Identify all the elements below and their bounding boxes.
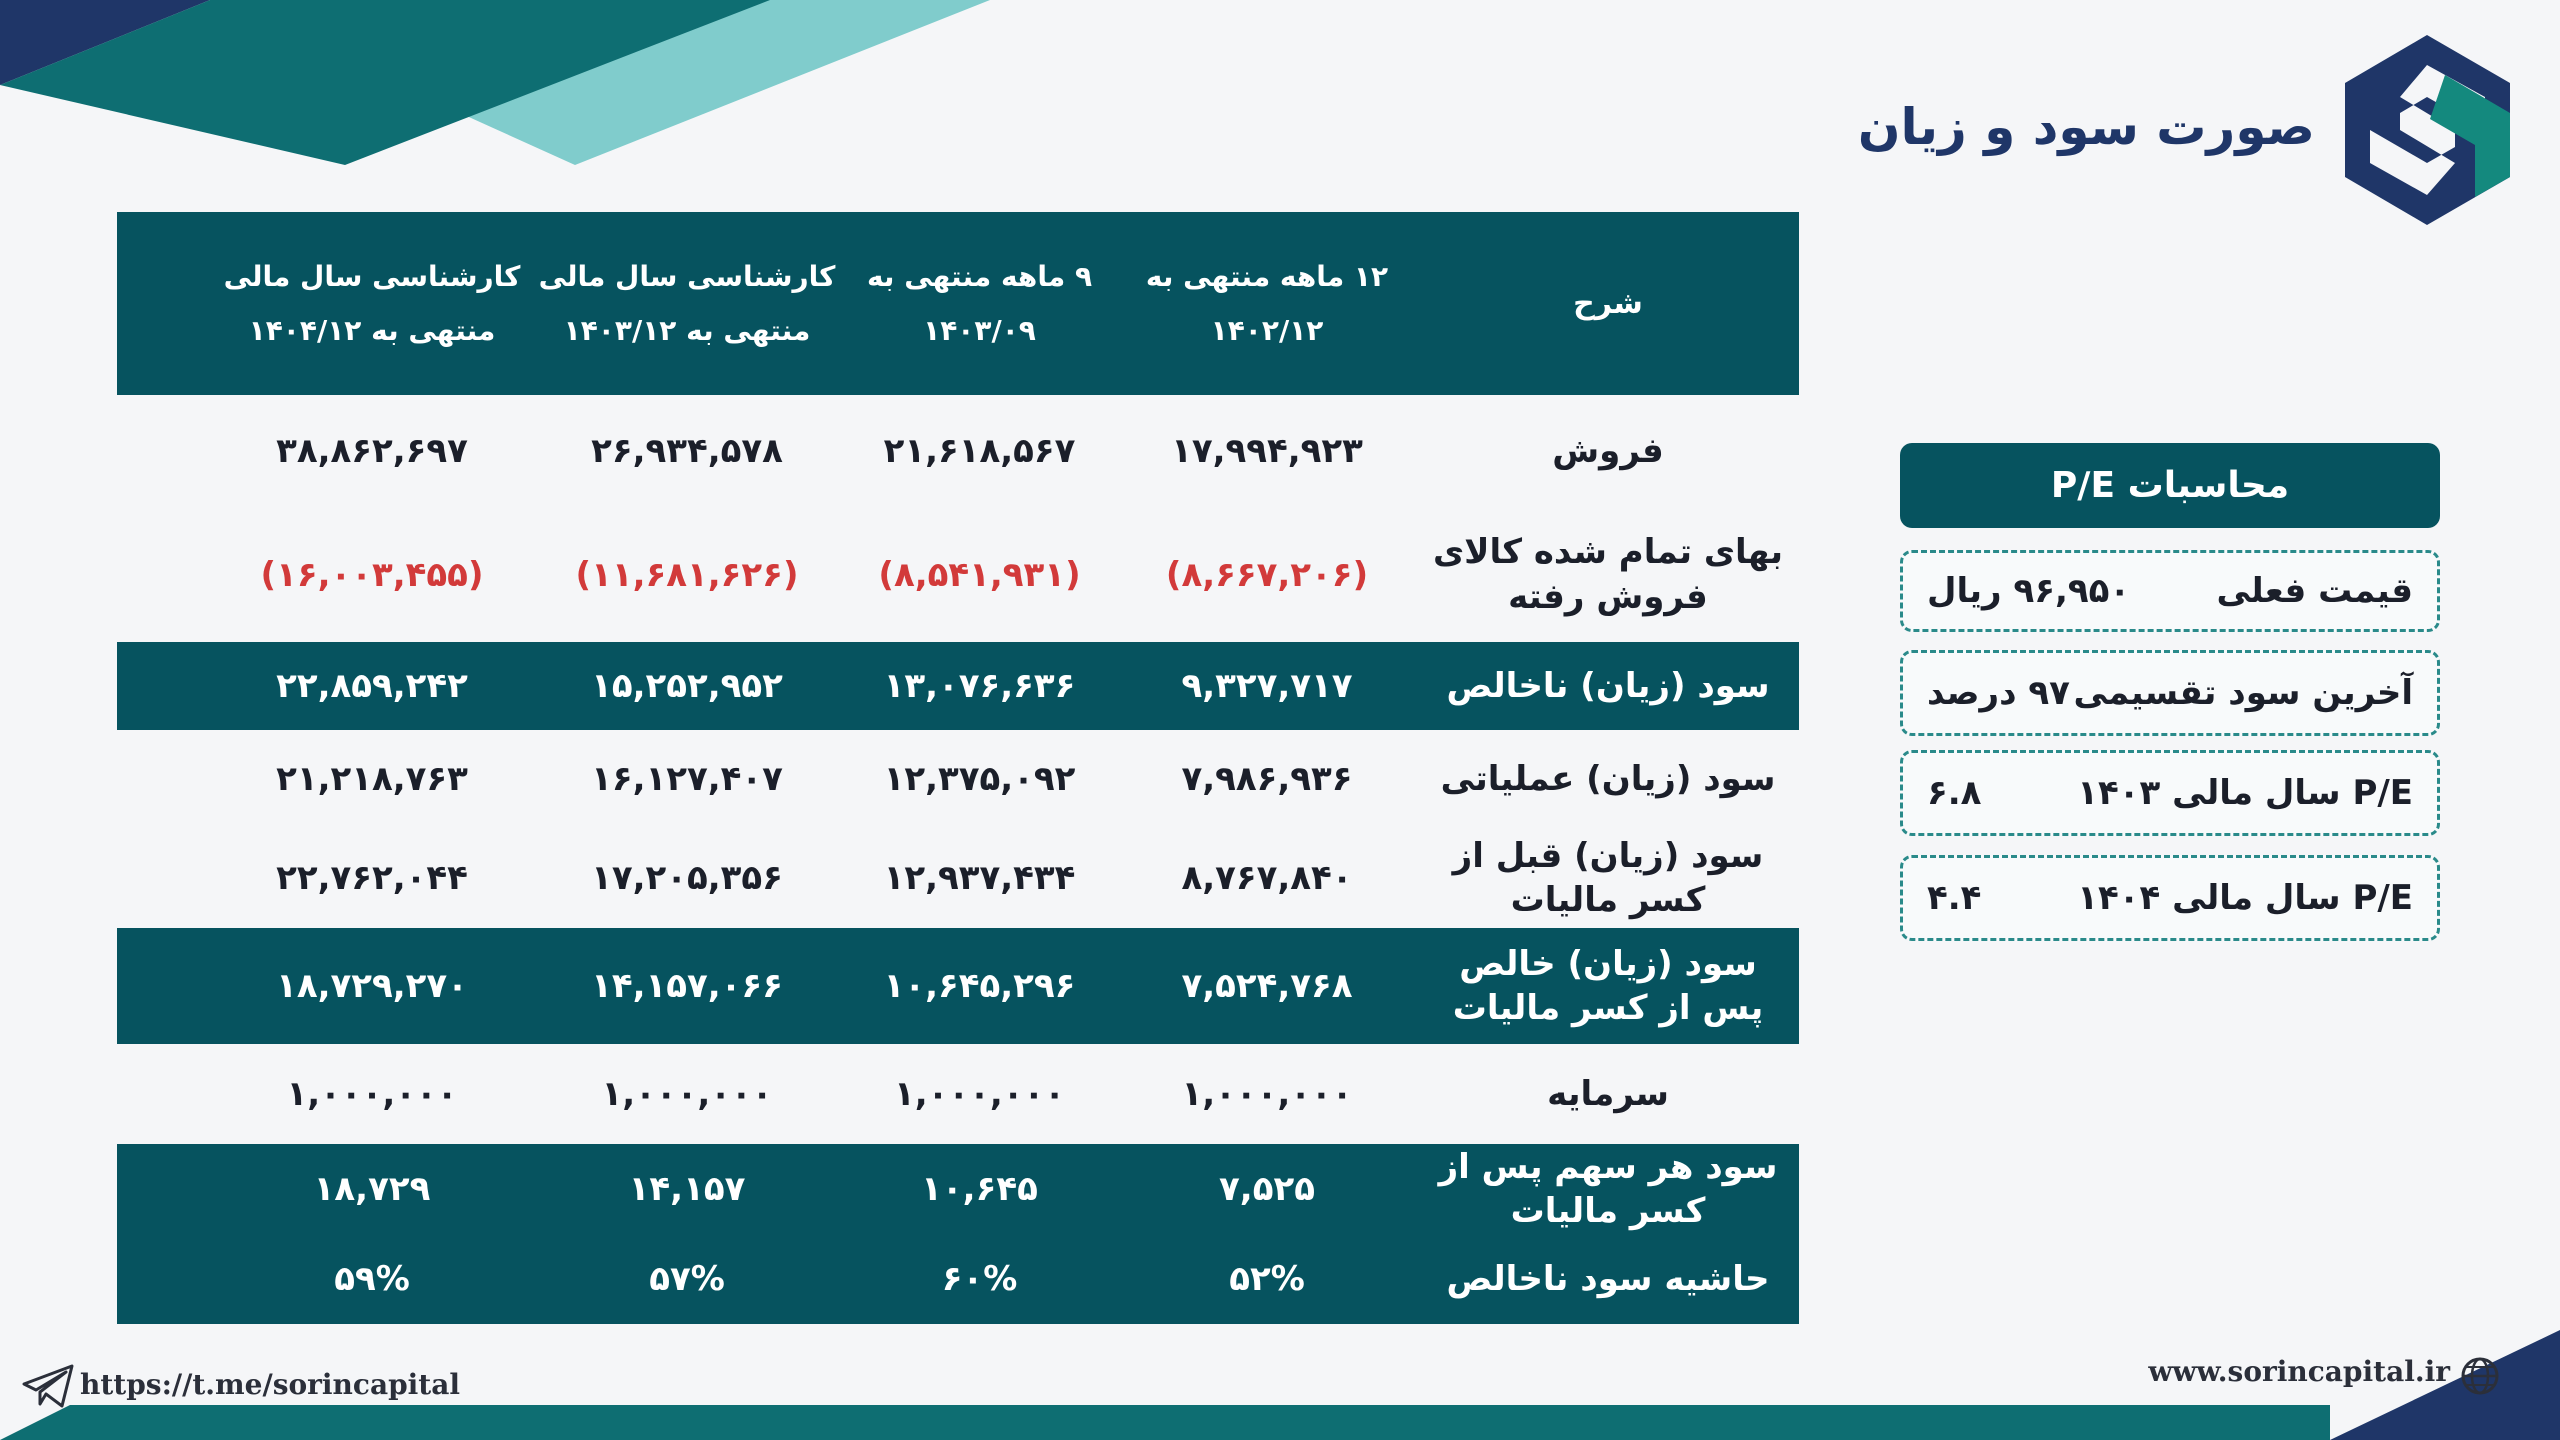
row-value: ۱۲,۳۷۵,۰۹۲ — [883, 759, 1076, 799]
row-value: ۶۰% — [941, 1259, 1018, 1299]
row-label: سود هر سهم پس از کسر مالیات — [1438, 1146, 1778, 1231]
table-header-row — [117, 212, 1799, 395]
table-row — [117, 507, 1799, 642]
header-desc: شرح — [1573, 286, 1643, 321]
row-value-negative: (۱۱,۶۸۱,۶۲۶) — [575, 554, 799, 595]
table-row — [117, 1144, 1799, 1234]
row-value: ۱۰,۶۴۵,۲۹۶ — [883, 966, 1076, 1006]
row-value: ۵۹% — [334, 1259, 410, 1299]
table-row — [117, 1234, 1799, 1324]
header-col-1: ۱۲ ماهه منتهی به ۱۴۰۲/۱۲ — [1145, 260, 1389, 347]
row-value: ۲۲,۸۵۹,۲۴۲ — [276, 666, 468, 706]
row-label: بهای تمام شده کالای فروش رفته — [1432, 532, 1784, 617]
row-value: ۱۰,۶۴۵ — [921, 1169, 1038, 1209]
table-row — [117, 1044, 1799, 1144]
row-label: سود (زیان) خالص پس از کسر مالیات — [1452, 943, 1764, 1028]
row-value: ۳۸,۸۶۲,۶۹۷ — [276, 431, 468, 471]
row-value-negative: (۸,۶۶۷,۲۰۶) — [1165, 554, 1369, 595]
header-col-3: کارشناسی سال مالی منتهی به ۱۴۰۳/۱۲ — [538, 260, 836, 347]
pe-item-label: قیمت فعلی — [2216, 571, 2413, 611]
income-statement-table — [117, 212, 1799, 1324]
row-value: ۸,۷۶۷,۸۴۰ — [1181, 858, 1353, 898]
row-value: ۵۷% — [649, 1259, 725, 1299]
row-value: ۱,۰۰۰,۰۰۰ — [1181, 1074, 1353, 1114]
row-label: سود (زیان) عملیاتی — [1440, 758, 1776, 799]
row-label: سود (زیان) قبل از کسر مالیات — [1452, 835, 1764, 920]
pe-item-last-dividend — [1900, 650, 2440, 736]
row-value: ۲۶,۹۳۴,۵۷۸ — [591, 431, 783, 471]
row-value: ۲۱,۶۱۸,۵۶۷ — [883, 431, 1076, 471]
row-value: ۱۴,۱۵۷ — [628, 1169, 746, 1209]
telegram-icon — [22, 1364, 74, 1408]
row-value: ۹,۳۲۷,۷۱۷ — [1181, 666, 1353, 706]
page-title: صورت سود و زیان — [1857, 98, 2315, 156]
row-value: ۱۸,۷۲۹ — [313, 1169, 431, 1209]
row-value: ۱,۰۰۰,۰۰۰ — [286, 1074, 458, 1114]
row-value: ۷,۹۸۶,۹۳۶ — [1181, 759, 1353, 799]
pe-item-value: ۹۷ درصد — [1927, 673, 2070, 713]
row-value: ۷,۵۲۴,۷۶۸ — [1181, 966, 1353, 1006]
row-value: ۱۶,۱۲۷,۴۰۷ — [591, 759, 783, 799]
header-col-4: کارشناسی سال مالی منتهی به ۱۴۰۴/۱۲ — [223, 260, 521, 347]
row-value-negative: (۱۶,۰۰۳,۴۵۵) — [260, 554, 484, 595]
row-label: فروش — [1552, 430, 1664, 471]
row-value: ۱۴,۱۵۷,۰۶۶ — [591, 966, 783, 1006]
row-value: ۱۳,۰۷۶,۶۳۶ — [883, 666, 1076, 706]
row-label: حاشیه سود ناخالص — [1446, 1258, 1770, 1299]
row-value: ۲۲,۷۶۲,۰۴۴ — [276, 858, 468, 898]
row-value: ۱۷,۲۰۵,۳۵۶ — [591, 858, 783, 898]
row-value-negative: (۸,۵۴۱,۹۳۱) — [878, 554, 1081, 595]
pe-item-label: P/E سال مالی ۱۴۰۴ — [2077, 878, 2413, 918]
row-value: ۵۲% — [1229, 1259, 1305, 1299]
table-row — [117, 395, 1799, 507]
pe-item-value: ۶.۸ — [1927, 773, 1982, 813]
table-row — [117, 828, 1799, 928]
row-label: سرمایه — [1547, 1073, 1669, 1114]
website-link[interactable]: www.sorincapital.ir — [2148, 1355, 2450, 1388]
telegram-link[interactable]: https://t.me/sorincapital — [80, 1368, 461, 1401]
row-value: ۷,۵۲۵ — [1219, 1169, 1315, 1209]
row-value: ۱۸,۷۲۹,۲۷۰ — [276, 966, 468, 1006]
row-value: ۱۵,۲۵۲,۹۵۲ — [591, 666, 783, 706]
pe-item-pe-1404 — [1900, 855, 2440, 941]
row-value: ۱۲,۹۳۷,۴۳۴ — [883, 858, 1076, 898]
table-row — [117, 730, 1799, 828]
pe-panel-header: محاسبات P/E — [1900, 443, 2440, 528]
pe-item-label: P/E سال مالی ۱۴۰۳ — [2077, 773, 2413, 813]
globe-icon — [2460, 1356, 2500, 1396]
pe-item-value: ۹۶,۹۵۰ ریال — [1927, 571, 2131, 611]
row-value: ۱,۰۰۰,۰۰۰ — [893, 1074, 1066, 1114]
row-value: ۱۷,۹۹۴,۹۲۳ — [1171, 431, 1363, 471]
row-label: سود (زیان) ناخالص — [1446, 665, 1770, 706]
row-value: ۱,۰۰۰,۰۰۰ — [601, 1074, 773, 1114]
header-col-2: ۹ ماهه منتهی به ۱۴۰۳/۰۹ — [866, 260, 1093, 347]
pe-item-current-price — [1900, 550, 2440, 632]
row-value: ۲۱,۲۱۸,۷۶۳ — [276, 759, 468, 799]
pe-item-label: آخرین سود تقسیمی — [2073, 673, 2413, 713]
pe-item-pe-1403 — [1900, 750, 2440, 836]
table-row — [117, 642, 1799, 730]
sorin-capital-logo — [2345, 35, 2510, 225]
pe-item-value: ۴.۴ — [1927, 878, 1982, 918]
table-row — [117, 928, 1799, 1044]
